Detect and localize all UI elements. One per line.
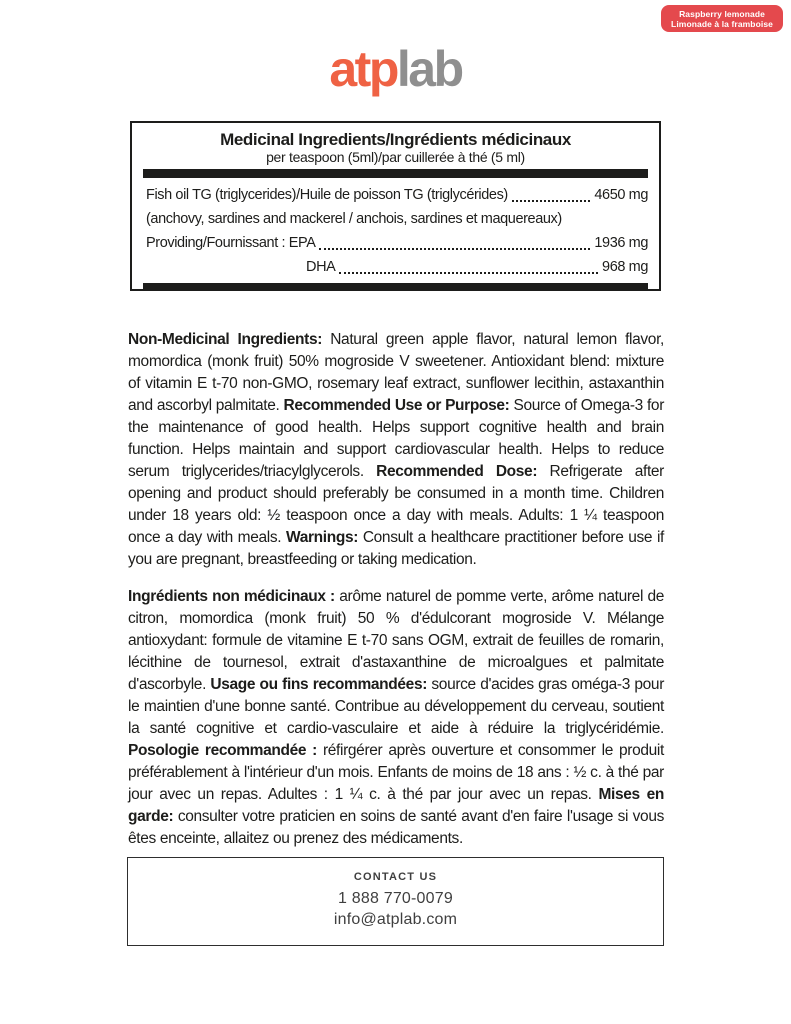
bold-lead-in: Mises en garde: xyxy=(128,786,664,825)
bold-lead-in: Warnings: xyxy=(285,529,363,546)
brand-logo xyxy=(0,41,791,97)
dot-leader xyxy=(512,183,591,202)
brand-logo-atp: atp xyxy=(329,41,397,97)
flavor-badge-line-en: Raspberry lemonade xyxy=(679,9,765,19)
ingredient-label: DHA xyxy=(306,259,336,275)
ingredient-row xyxy=(146,207,648,231)
body-copy xyxy=(128,329,664,865)
dot-leader xyxy=(339,255,598,274)
dot-leader xyxy=(319,231,590,250)
panel-subtitle: per teaspoon (5ml)/par cuillerée à thé (5 ml) xyxy=(266,149,525,165)
ingredient-value: 1936 mg xyxy=(594,235,648,251)
bold-lead-in: Posologie recommandée : xyxy=(128,742,323,759)
flavor-badge xyxy=(661,5,783,32)
medicinal-ingredients-panel xyxy=(130,121,661,291)
ingredient-value: 968 mg xyxy=(602,259,648,275)
panel-title: Medicinal Ingredients/Ingrédients médicinaux xyxy=(220,130,571,149)
ingredient-row xyxy=(146,183,648,207)
contact-box xyxy=(127,857,664,946)
contact-email: info@atplab.com xyxy=(333,911,458,928)
divider-bar-bottom xyxy=(143,283,648,291)
ingredient-row xyxy=(146,255,648,279)
ingredient-rows xyxy=(132,178,659,279)
body-text: Refrigerate after opening and product should preferably be consumed in a month time. Children under 18 years old: ½ teaspoon once a day with meals. Adults: 1 ¼ teaspoon once a day with meals. xyxy=(128,463,664,546)
brand-logo-lab: lab xyxy=(396,41,462,97)
body-text: Natural green apple flavor, natural lemon flavor, momordica (monk fruit) 50% mogroside V sweetener. Antioxidant blend: mixture of vitamin E t-70 non-GMO, rosemary leaf extract, sunflower lecithin, astaxanthin and ascorbyl palmitate. xyxy=(128,331,664,414)
body-text: source d'acides gras oméga-3 pour le maintien d'une bonne santé. Contribue au développement du cerveau, soutient la santé cognitive et cardio-vasculaire et aide à réduire la triglycéridémie. xyxy=(128,676,665,737)
paragraph-english xyxy=(128,329,664,571)
bold-lead-in: Recommended Dose: xyxy=(376,463,550,480)
bold-lead-in: Usage ou fins recommandées: xyxy=(210,676,432,693)
flavor-badge-line-fr: Limonade à la framboise xyxy=(671,19,773,29)
ingredient-value: 4650 mg xyxy=(594,187,648,203)
ingredient-label: Fish oil TG (triglycerides)/Huile de poisson TG (triglycérides) xyxy=(146,187,508,203)
paragraph-french xyxy=(128,586,664,850)
body-text: Source of Omega-3 for the maintenance of good health. Helps support cognitive health and brain function. Helps maintain and support cardiovascular health. Helps to reduce serum triglycerides/triacylglycerols. xyxy=(128,397,665,480)
bold-lead-in: Ingrédients non médicinaux : xyxy=(128,588,340,605)
divider-bar-top xyxy=(143,169,648,178)
body-text: arôme naturel de pomme verte, arôme naturel de citron, momordica (monk fruit) 50 % d'édulcorant mogroside V. Mélange antioxydant: formule de vitamine E t-70 sans OGM, extrait de feuilles de romarin, lécithine de tournesol, extrait d'astaxanthine de microalgues et palmitate d'ascorbyle. xyxy=(128,588,664,693)
ingredient-label: Providing/Fournissant : EPA xyxy=(146,235,316,251)
ingredient-label: (anchovy, sardines and mackerel / anchois, sardines et maquereaux) xyxy=(146,211,562,227)
body-text: réfirgérer après ouverture et consommer le produit préférablement à l'intérieur d'un mois. Enfants de moins de 18 ans : ½ c. à thé par jour avec un repas. Adultes : 1 ¼ c. à thé par jour avec un repas. xyxy=(128,742,664,803)
body-text: consulter votre praticien en soins de santé avant d'en faire l'usage si vous êtes enceinte, allaitez ou prenez des médicaments. xyxy=(128,808,664,847)
contact-phone: 1 888 770-0079 xyxy=(338,890,453,907)
contact-heading: CONTACT US xyxy=(353,871,438,883)
bold-lead-in: Non-Medicinal Ingredients: xyxy=(128,331,331,348)
ingredient-row xyxy=(146,231,648,255)
bold-lead-in: Recommended Use or Purpose: xyxy=(283,397,514,414)
body-text: Consult a healthcare practitioner before use if you are pregnant, breastfeeding or taking medication. xyxy=(128,529,664,568)
